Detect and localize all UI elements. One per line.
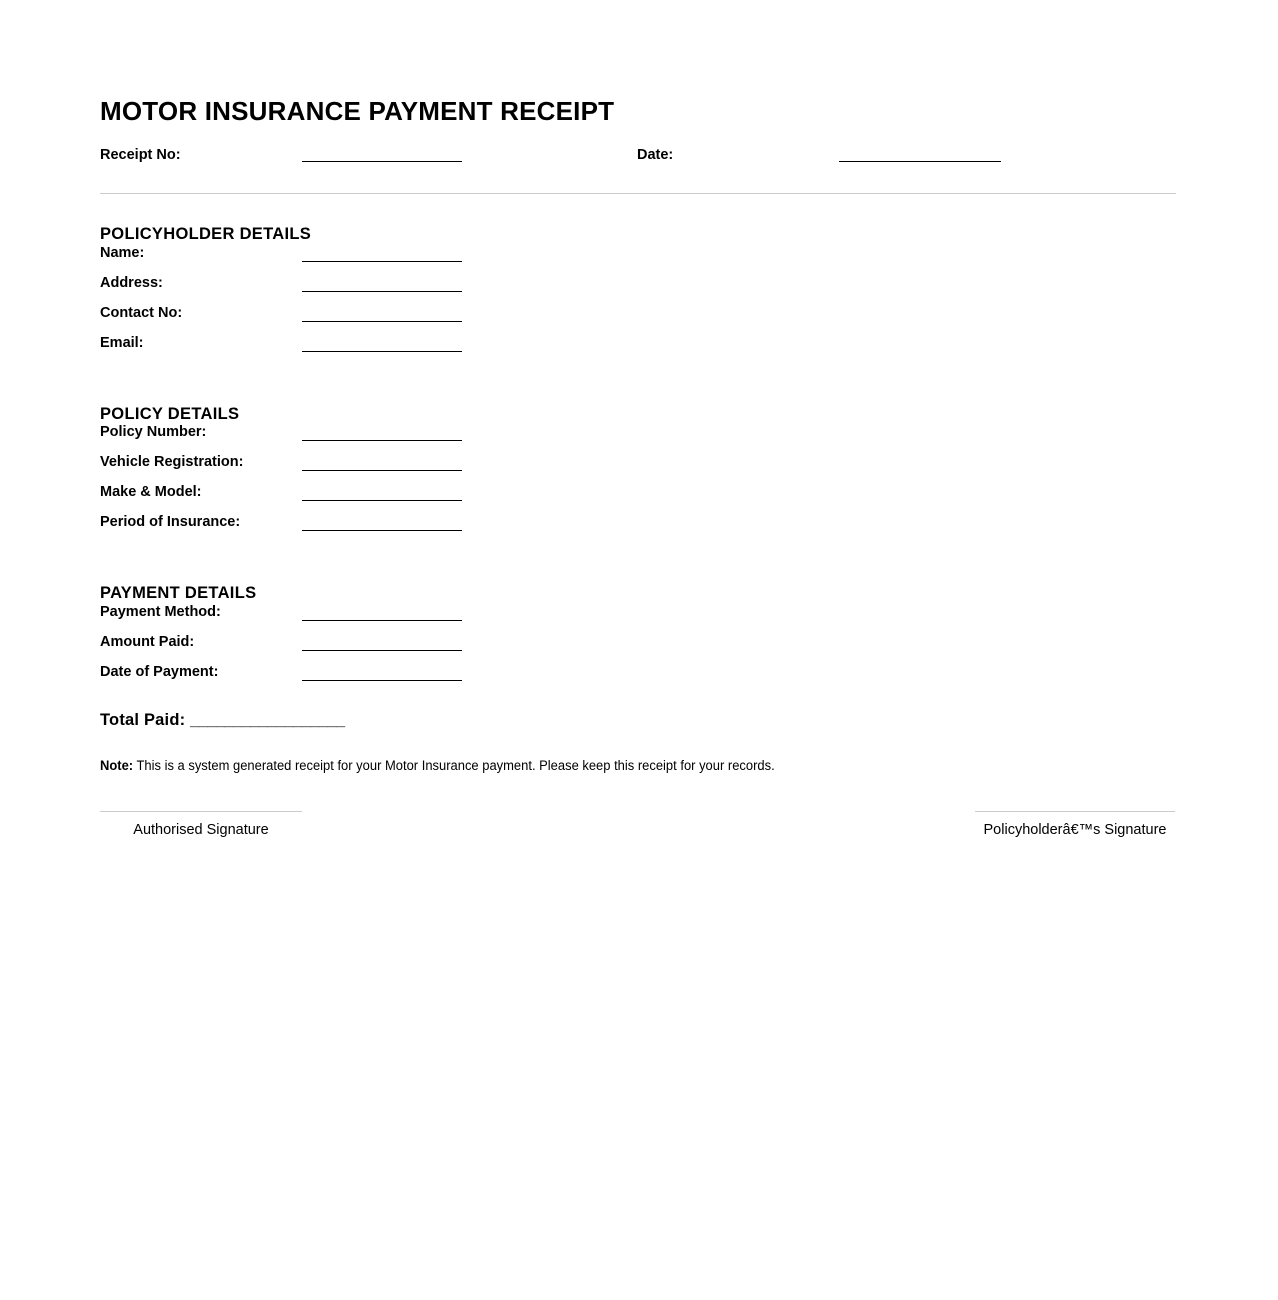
field-input-date-of-payment[interactable] bbox=[302, 680, 462, 681]
field-input-vehicle-registration[interactable] bbox=[302, 470, 462, 471]
field-input-address[interactable] bbox=[302, 291, 462, 292]
note-body: This is a system generated receipt for your Motor Insurance payment. Please keep this receipt for your records. bbox=[133, 757, 775, 773]
field-label-policy-number: Policy Number: bbox=[100, 424, 207, 441]
receipt-header-row bbox=[100, 145, 1176, 179]
field-label-name: Name: bbox=[100, 244, 145, 261]
field-input-policy-number[interactable] bbox=[302, 440, 462, 441]
authorised-signature-label: Authorised Signature bbox=[133, 821, 269, 838]
field-label-address: Address: bbox=[100, 274, 163, 291]
field-label-vehicle-registration: Vehicle Registration: bbox=[100, 454, 244, 471]
field-label-period-of-insurance: Period of Insurance: bbox=[100, 514, 241, 531]
receipt-no-input[interactable] bbox=[302, 161, 462, 162]
field-row bbox=[100, 303, 1176, 333]
total-paid-input[interactable]: __________________ bbox=[190, 710, 345, 729]
field-row bbox=[100, 512, 1176, 542]
total-paid-label: Total Paid: bbox=[100, 710, 186, 729]
policyholder-signature-block bbox=[975, 811, 1175, 839]
authorised-signature-block bbox=[100, 811, 302, 839]
field-label-date-of-payment: Date of Payment: bbox=[100, 663, 219, 680]
section-heading-payment-details: PAYMENT DETAILS bbox=[100, 584, 257, 603]
field-row bbox=[100, 482, 1176, 512]
field-label-email: Email: bbox=[100, 334, 144, 351]
field-input-payment-method[interactable] bbox=[302, 620, 462, 621]
authorised-signature-line[interactable] bbox=[100, 811, 302, 812]
policyholder-signature-label: Policyholderâ€™s Signature bbox=[983, 821, 1167, 838]
field-input-email[interactable] bbox=[302, 351, 462, 352]
field-input-name[interactable] bbox=[302, 261, 462, 262]
field-input-make-and-model[interactable] bbox=[302, 500, 462, 501]
receipt-no-label: Receipt No: bbox=[100, 147, 181, 164]
field-input-contact-no[interactable] bbox=[302, 321, 462, 322]
field-row bbox=[100, 422, 1176, 452]
field-input-amount-paid[interactable] bbox=[302, 650, 462, 651]
note-text bbox=[100, 757, 1133, 775]
note-prefix: Note: bbox=[100, 757, 134, 773]
field-row bbox=[100, 452, 1176, 482]
field-row bbox=[100, 602, 1176, 632]
signature-area bbox=[100, 811, 1176, 857]
field-label-make-and-model: Make & Model: bbox=[100, 484, 202, 501]
section-heading-policyholder-details: POLICYHOLDER DETAILS bbox=[100, 225, 312, 244]
section-heading-policy-details: POLICY DETAILS bbox=[100, 404, 240, 423]
date-input[interactable] bbox=[839, 161, 1001, 162]
policyholder-signature-line[interactable] bbox=[975, 811, 1175, 812]
date-label: Date: bbox=[637, 147, 674, 164]
receipt-document bbox=[100, 0, 1176, 857]
page-title: MOTOR INSURANCE PAYMENT RECEIPT bbox=[100, 96, 615, 126]
field-label-amount-paid: Amount Paid: bbox=[100, 633, 195, 650]
field-input-period-of-insurance[interactable] bbox=[302, 530, 462, 531]
field-row bbox=[100, 632, 1176, 662]
field-label-contact-no: Contact No: bbox=[100, 304, 183, 321]
field-row bbox=[100, 662, 1176, 692]
total-paid-row bbox=[100, 709, 1176, 731]
field-row bbox=[100, 243, 1176, 273]
field-row bbox=[100, 273, 1176, 303]
field-row bbox=[100, 333, 1176, 363]
field-label-payment-method: Payment Method: bbox=[100, 603, 221, 620]
